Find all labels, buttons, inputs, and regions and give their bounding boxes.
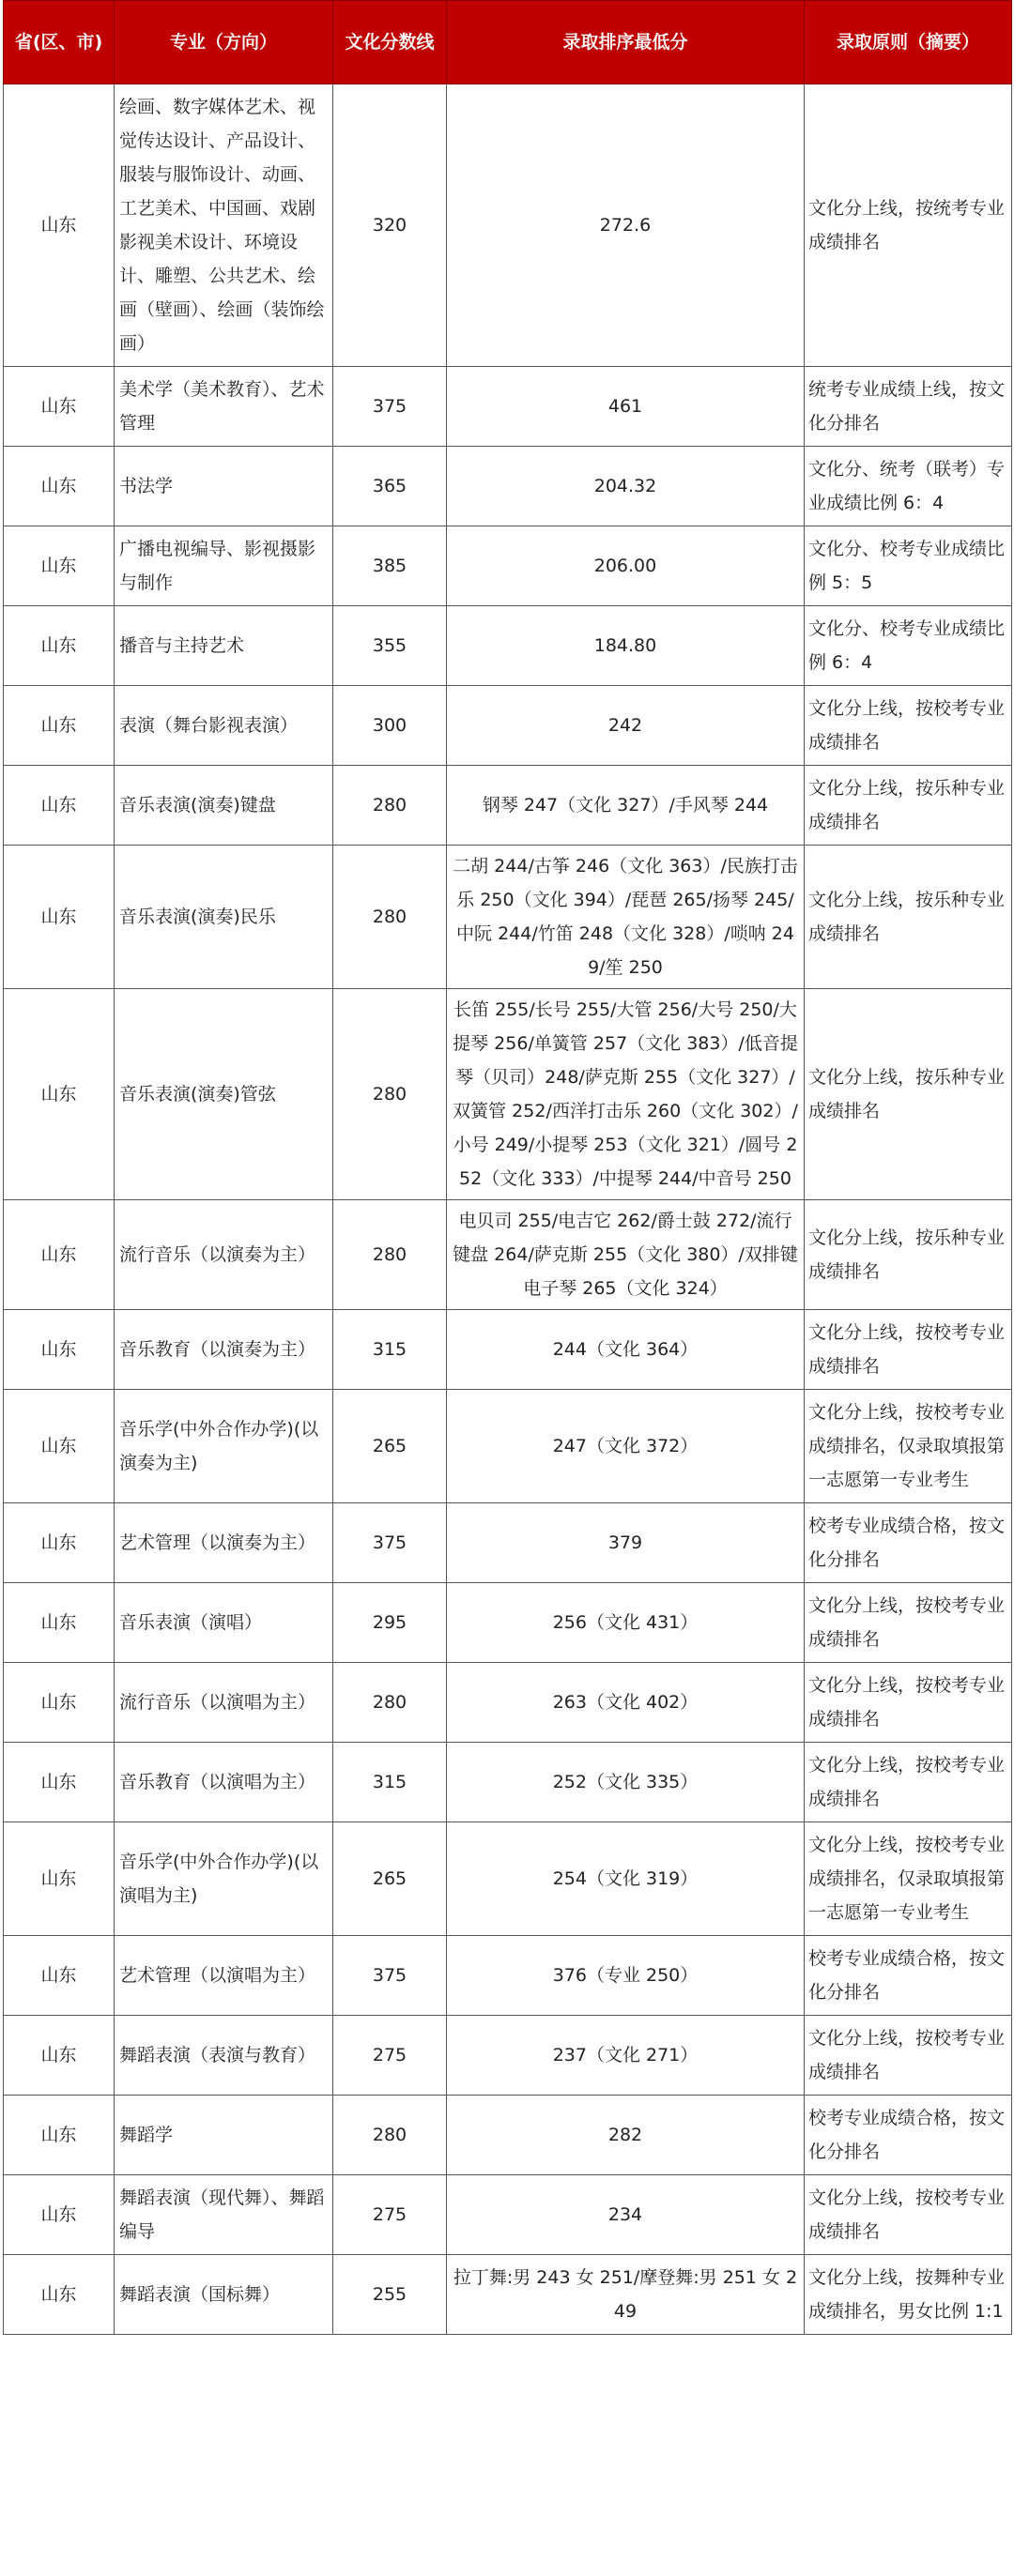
table-row	[4, 1390, 1012, 1503]
table-row	[4, 84, 1012, 367]
table-header-row	[4, 1, 1012, 84]
province-cell: 山东	[4, 2175, 115, 2255]
province-cell: 山东	[4, 2096, 115, 2175]
culture-line-cell: 280	[333, 1200, 447, 1310]
table-row	[4, 989, 1012, 1200]
rule-cell: 文化分上线，按校考专业成绩排名	[805, 1663, 1012, 1743]
table-row	[4, 2016, 1012, 2096]
major-cell: 音乐教育（以演奏为主）	[115, 1310, 333, 1390]
rule-cell: 校考专业成绩合格，按文化分排名	[805, 2096, 1012, 2175]
rule-cell: 文化分上线，按校考专业成绩排名	[805, 1310, 1012, 1390]
table-row	[4, 1822, 1012, 1936]
table-row	[4, 1200, 1012, 1310]
min-score-cell: 钢琴 247（文化 327）/手风琴 244	[447, 766, 805, 846]
culture-line-cell: 275	[333, 2016, 447, 2096]
major-cell: 播音与主持艺术	[115, 606, 333, 686]
min-score-cell: 184.80	[447, 606, 805, 686]
major-cell: 音乐表演(演奏)管弦	[115, 989, 333, 1200]
major-cell: 美术学（美术教育）、艺术管理	[115, 367, 333, 447]
table-row	[4, 686, 1012, 766]
province-cell: 山东	[4, 989, 115, 1200]
province-cell: 山东	[4, 1310, 115, 1390]
header-major: 专业（方向）	[115, 1, 333, 84]
province-cell: 山东	[4, 84, 115, 367]
rule-cell: 文化分上线，按校考专业成绩排名，仅录取填报第一志愿第一专业考生	[805, 1822, 1012, 1936]
major-cell: 流行音乐（以演唱为主）	[115, 1663, 333, 1743]
culture-line-cell: 315	[333, 1743, 447, 1822]
min-score-cell: 379	[447, 1503, 805, 1583]
min-score-cell: 272.6	[447, 84, 805, 367]
header-min-score: 录取排序最低分	[447, 1, 805, 84]
major-cell: 舞蹈表演（表演与教育）	[115, 2016, 333, 2096]
culture-line-cell: 265	[333, 1390, 447, 1503]
province-cell: 山东	[4, 1936, 115, 2016]
province-cell: 山东	[4, 686, 115, 766]
table-row	[4, 1503, 1012, 1583]
culture-line-cell: 385	[333, 526, 447, 606]
major-cell: 流行音乐（以演奏为主）	[115, 1200, 333, 1310]
major-cell: 音乐表演(演奏)民乐	[115, 846, 333, 989]
major-cell: 舞蹈表演（国标舞）	[115, 2255, 333, 2335]
rule-cell: 文化分上线，按乐种专业成绩排名	[805, 989, 1012, 1200]
rule-cell: 文化分上线，按统考专业成绩排名	[805, 84, 1012, 367]
table-row	[4, 1583, 1012, 1663]
culture-line-cell: 265	[333, 1822, 447, 1936]
min-score-cell: 263（文化 402）	[447, 1663, 805, 1743]
province-cell: 山东	[4, 1200, 115, 1310]
culture-line-cell: 280	[333, 989, 447, 1200]
table-row	[4, 2255, 1012, 2335]
rule-cell: 文化分上线，按校考专业成绩排名	[805, 1583, 1012, 1663]
province-cell: 山东	[4, 367, 115, 447]
major-cell: 音乐表演(演奏)键盘	[115, 766, 333, 846]
major-cell: 音乐教育（以演唱为主）	[115, 1743, 333, 1822]
rule-cell: 文化分上线，按校考专业成绩排名	[805, 1743, 1012, 1822]
major-cell: 音乐学(中外合作办学)(以演唱为主)	[115, 1822, 333, 1936]
header-rule: 录取原则（摘要）	[805, 1, 1012, 84]
province-cell: 山东	[4, 447, 115, 526]
culture-line-cell: 375	[333, 1936, 447, 2016]
min-score-cell: 237（文化 271）	[447, 2016, 805, 2096]
province-cell: 山东	[4, 846, 115, 989]
min-score-cell: 204.32	[447, 447, 805, 526]
major-cell: 广播电视编导、影视摄影与制作	[115, 526, 333, 606]
min-score-cell: 247（文化 372）	[447, 1390, 805, 1503]
min-score-cell: 206.00	[447, 526, 805, 606]
culture-line-cell: 320	[333, 84, 447, 367]
min-score-cell: 256（文化 431）	[447, 1583, 805, 1663]
table-row	[4, 367, 1012, 447]
province-cell: 山东	[4, 766, 115, 846]
rule-cell: 校考专业成绩合格，按文化分排名	[805, 1936, 1012, 2016]
table-row	[4, 1310, 1012, 1390]
major-cell: 舞蹈表演（现代舞）、舞蹈编导	[115, 2175, 333, 2255]
table-row	[4, 2096, 1012, 2175]
min-score-cell: 244（文化 364）	[447, 1310, 805, 1390]
min-score-cell: 电贝司 255/电吉它 262/爵士鼓 272/流行键盘 264/萨克斯 255（文化 380）/双排键电子琴 265（文化 324）	[447, 1200, 805, 1310]
major-cell: 艺术管理（以演唱为主）	[115, 1936, 333, 2016]
culture-line-cell: 295	[333, 1583, 447, 1663]
rule-cell: 文化分上线，按乐种专业成绩排名	[805, 846, 1012, 989]
province-cell: 山东	[4, 526, 115, 606]
table-row	[4, 846, 1012, 989]
table-row	[4, 1743, 1012, 1822]
rule-cell: 文化分上线，按校考专业成绩排名	[805, 686, 1012, 766]
rule-cell: 文化分、统考（联考）专业成绩比例 6：4	[805, 447, 1012, 526]
culture-line-cell: 365	[333, 447, 447, 526]
table-row	[4, 2175, 1012, 2255]
rule-cell: 校考专业成绩合格，按文化分排名	[805, 1503, 1012, 1583]
rule-cell: 文化分上线，按校考专业成绩排名，仅录取填报第一志愿第一专业考生	[805, 1390, 1012, 1503]
province-cell: 山东	[4, 1583, 115, 1663]
major-cell: 音乐学(中外合作办学)(以演奏为主)	[115, 1390, 333, 1503]
min-score-cell: 234	[447, 2175, 805, 2255]
major-cell: 绘画、数字媒体艺术、视觉传达设计、产品设计、服装与服饰设计、动画、工艺美术、中国画、戏剧影视美术设计、环境设计、雕塑、公共艺术、绘画（壁画）、绘画（装饰绘画）	[115, 84, 333, 367]
province-cell: 山东	[4, 1503, 115, 1583]
table-row	[4, 1936, 1012, 2016]
culture-line-cell: 255	[333, 2255, 447, 2335]
table-row	[4, 447, 1012, 526]
province-cell: 山东	[4, 2016, 115, 2096]
table-row	[4, 526, 1012, 606]
rule-cell: 文化分上线，按乐种专业成绩排名	[805, 766, 1012, 846]
province-cell: 山东	[4, 1663, 115, 1743]
culture-line-cell: 275	[333, 2175, 447, 2255]
major-cell: 书法学	[115, 447, 333, 526]
rule-cell: 文化分上线，按校考专业成绩排名	[805, 2016, 1012, 2096]
culture-line-cell: 375	[333, 367, 447, 447]
major-cell: 舞蹈学	[115, 2096, 333, 2175]
rule-cell: 文化分上线，按舞种专业成绩排名，男女比例 1:1	[805, 2255, 1012, 2335]
major-cell: 表演（舞台影视表演）	[115, 686, 333, 766]
min-score-cell: 二胡 244/古筝 246（文化 363）/民族打击乐 250（文化 394）/琵琶 265/扬琴 245/中阮 244/竹笛 248（文化 328）/唢呐 249/笙 250	[447, 846, 805, 989]
province-cell: 山东	[4, 606, 115, 686]
min-score-cell: 461	[447, 367, 805, 447]
province-cell: 山东	[4, 1390, 115, 1503]
table-row	[4, 766, 1012, 846]
min-score-cell: 长笛 255/长号 255/大管 256/大号 250/大提琴 256/单簧管 257（文化 383）/低音提琴（贝司）248/萨克斯 255（文化 327）/双簧管 252/西洋打击乐 260（文化 302）/小号 249/小提琴 253（文化 321）/圆号 252（文化 333）/中提琴 244/中音号 250	[447, 989, 805, 1200]
min-score-cell: 376（专业 250）	[447, 1936, 805, 2016]
rule-cell: 统考专业成绩上线，按文化分排名	[805, 367, 1012, 447]
culture-line-cell: 280	[333, 1663, 447, 1743]
header-culture-line: 文化分数线	[333, 1, 447, 84]
min-score-cell: 254（文化 319）	[447, 1822, 805, 1936]
culture-line-cell: 315	[333, 1310, 447, 1390]
culture-line-cell: 375	[333, 1503, 447, 1583]
header-province: 省(区、市)	[4, 1, 115, 84]
rule-cell: 文化分、校考专业成绩比例 5：5	[805, 526, 1012, 606]
rule-cell: 文化分、校考专业成绩比例 6：4	[805, 606, 1012, 686]
table-row	[4, 606, 1012, 686]
rule-cell: 文化分上线，按乐种专业成绩排名	[805, 1200, 1012, 1310]
major-cell: 音乐表演（演唱）	[115, 1583, 333, 1663]
culture-line-cell: 355	[333, 606, 447, 686]
major-cell: 艺术管理（以演奏为主）	[115, 1503, 333, 1583]
culture-line-cell: 300	[333, 686, 447, 766]
table-row	[4, 1663, 1012, 1743]
culture-line-cell: 280	[333, 2096, 447, 2175]
province-cell: 山东	[4, 2255, 115, 2335]
culture-line-cell: 280	[333, 846, 447, 989]
min-score-cell: 282	[447, 2096, 805, 2175]
min-score-cell: 252（文化 335）	[447, 1743, 805, 1822]
admission-table	[3, 0, 1012, 2335]
culture-line-cell: 280	[333, 766, 447, 846]
province-cell: 山东	[4, 1822, 115, 1936]
min-score-cell: 拉丁舞:男 243 女 251/摩登舞:男 251 女 249	[447, 2255, 805, 2335]
province-cell: 山东	[4, 1743, 115, 1822]
min-score-cell: 242	[447, 686, 805, 766]
rule-cell: 文化分上线，按校考专业成绩排名	[805, 2175, 1012, 2255]
